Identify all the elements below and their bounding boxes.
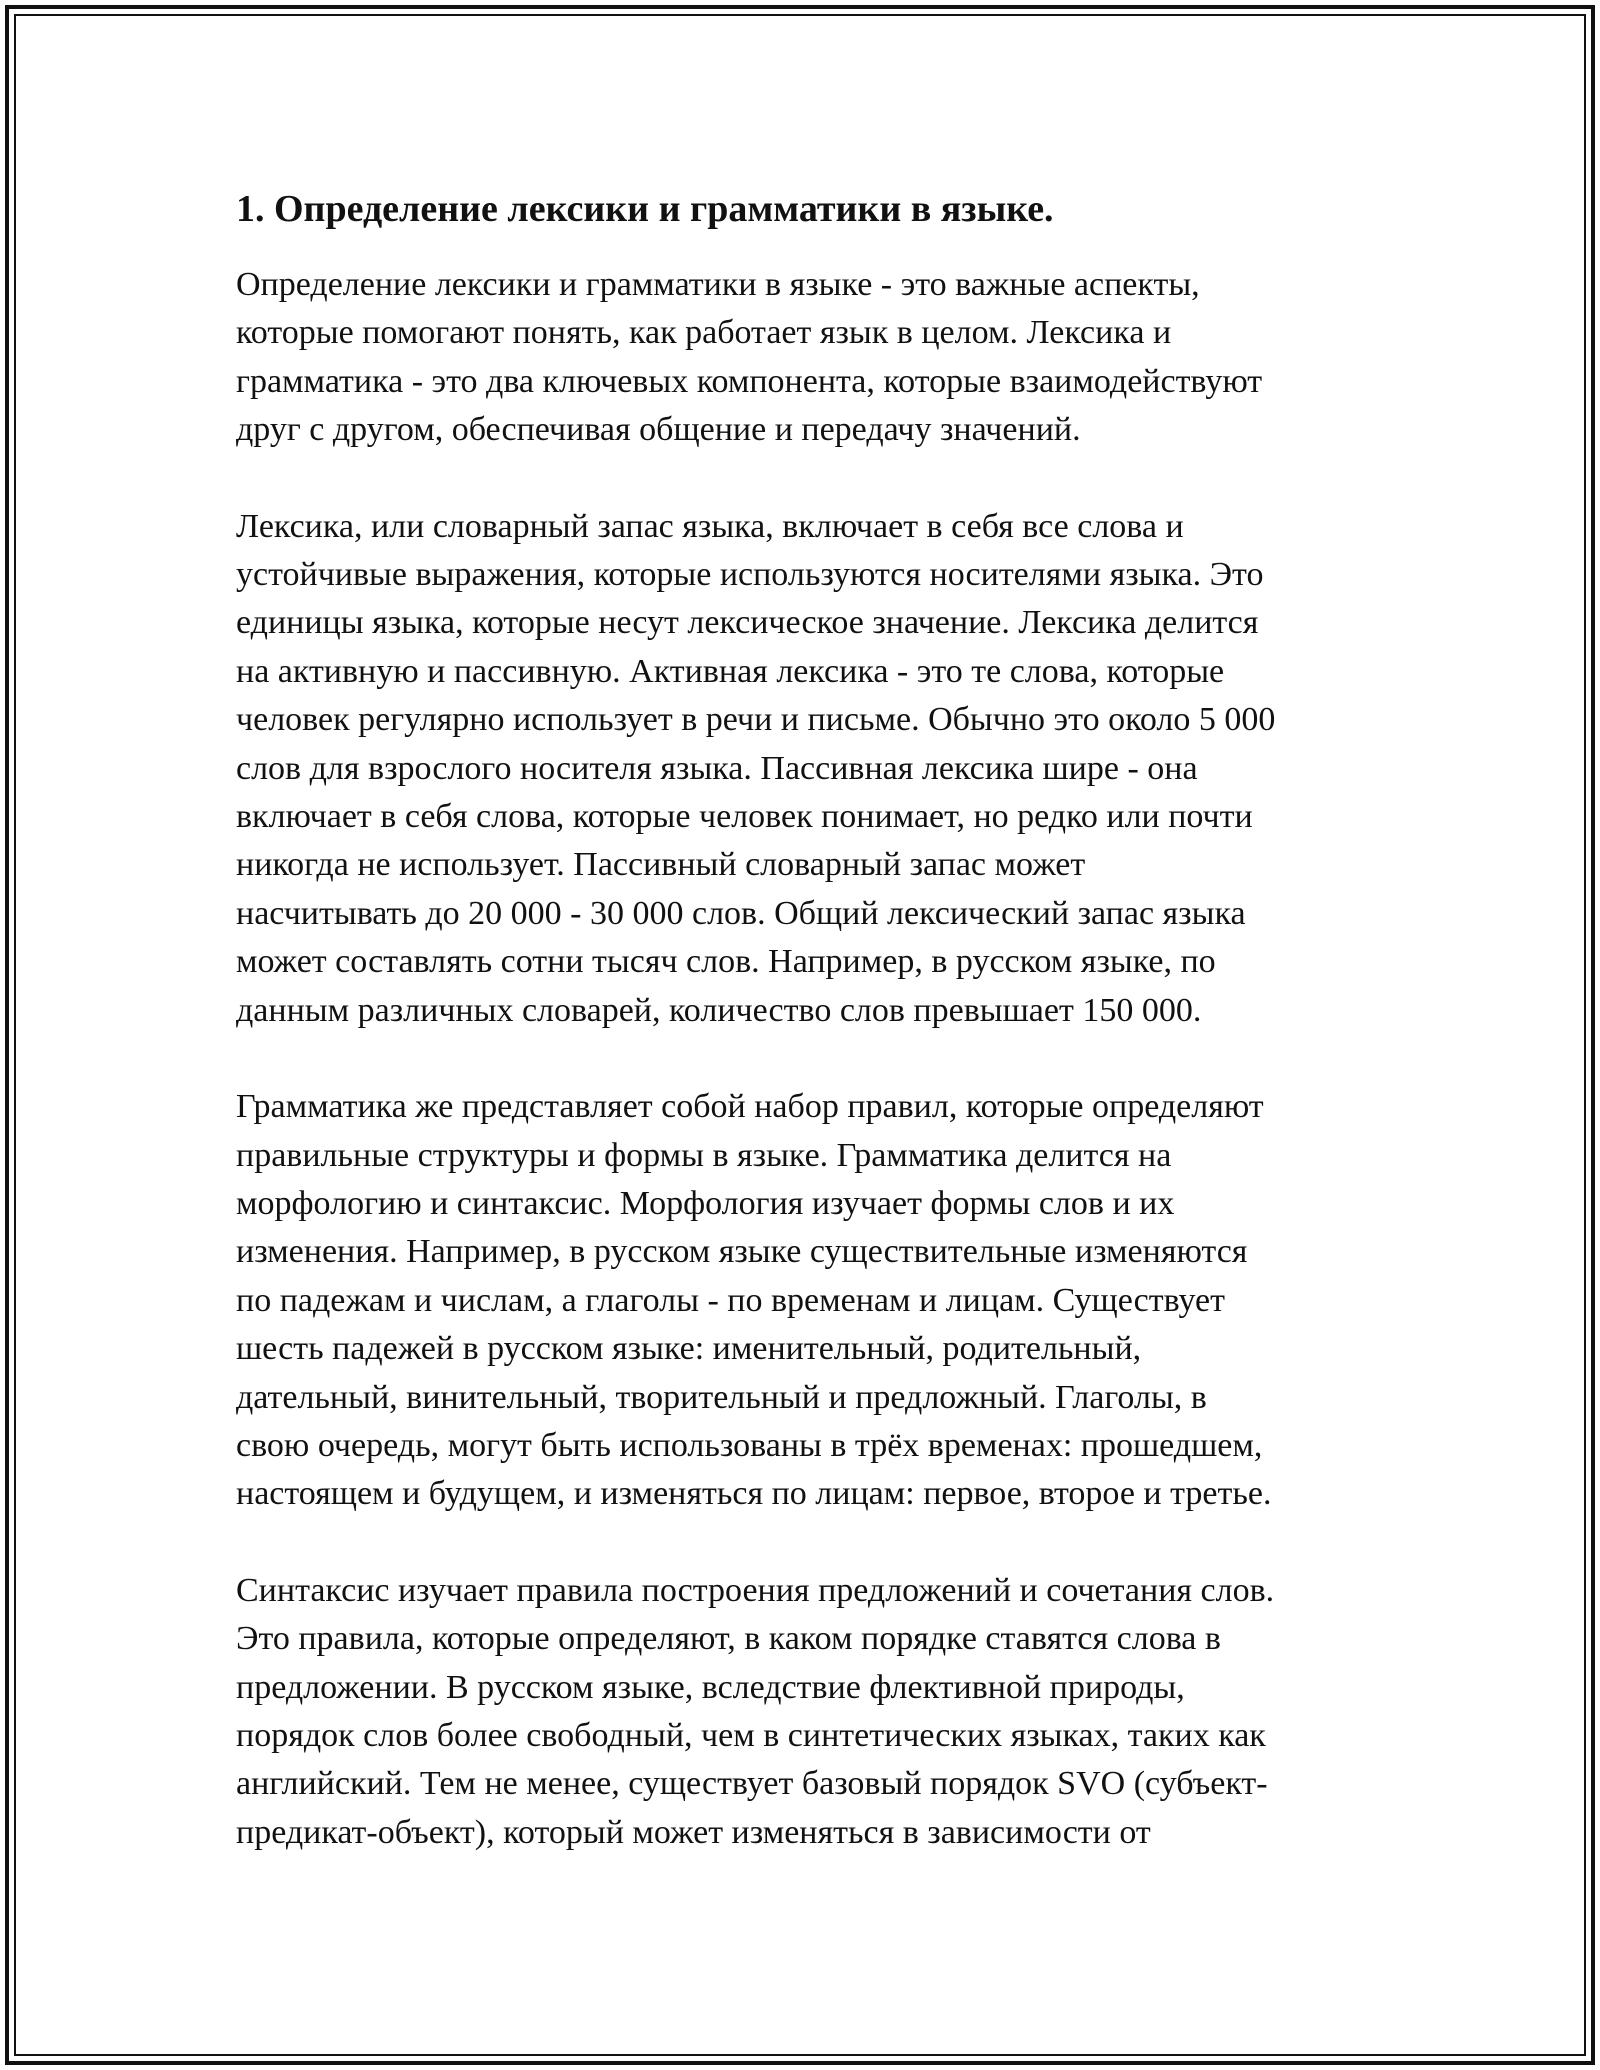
paragraph-lexicon: Лексика, или словарный запас языка, включает в себя все слова и устойчивые выражения, которые используются носителями языка. Это единицы языка, которые несут лексическое значение. Лексика делится на активную и пассивную. Активная лексика - это те слова, которые человек регулярно использует в речи и письме. Обычно это около 5 000 слов для взрослого носителя языка. Пассивная лексика шире - она включает в себя слова, которые человек понимает, но редко или почти никогда не использует. Пассивный словарный запас может насчитывать до 20 000 - 30 000 слов. Общий лексический запас языка может составлять сотни тысяч слов. Например, в русском языке, по данным различных словарей, количество слов превышает 150 000. bbox=[236, 507, 1276, 1029]
section-heading: 1. Определение лексики и грамматики в языке. bbox=[236, 188, 1054, 230]
paragraph-intro: Определение лексики и грамматики в языке - это важные аспекты, которые помогают понять, как работает язык в целом. Лексика и грамматика - это два ключевых компонента, которые взаимодействуют друг с другом, обеспечивая общение и передачу значений. bbox=[236, 266, 1263, 449]
document-body bbox=[236, 185, 1376, 1905]
paragraph-syntax: Синтаксис изучает правила построения предложений и сочетания слов. Это правила, которые определяют, в каком порядке ставятся слова в предложении. В русском языке, вследствие флективной природы, порядок слов более свободный, чем в синтетических языках, таких как английский. Тем не менее, существует базовый порядок SVO (субъект- предикат-объект), который может изменяться в зависимости от bbox=[236, 1571, 1275, 1851]
paragraph-grammar: Грамматика же представляет собой набор правил, которые определяют правильные структуры и формы в языке. Грамматика делится на морфологию и синтаксис. Морфология изучает формы слов и их изменения. Например, в русском языке существительные изменяются по падежам и числам, а глаголы - по временам и лицам. Существует шесть падежей в русском языке: именительный, родительный, дательный, винительный, творительный и предложный. Глаголы, в свою очередь, могут быть использованы в трёх временах: прошедшем, настоящем и будущем, и изменяться по лицам: первое, второе и третье. bbox=[236, 1088, 1272, 1513]
